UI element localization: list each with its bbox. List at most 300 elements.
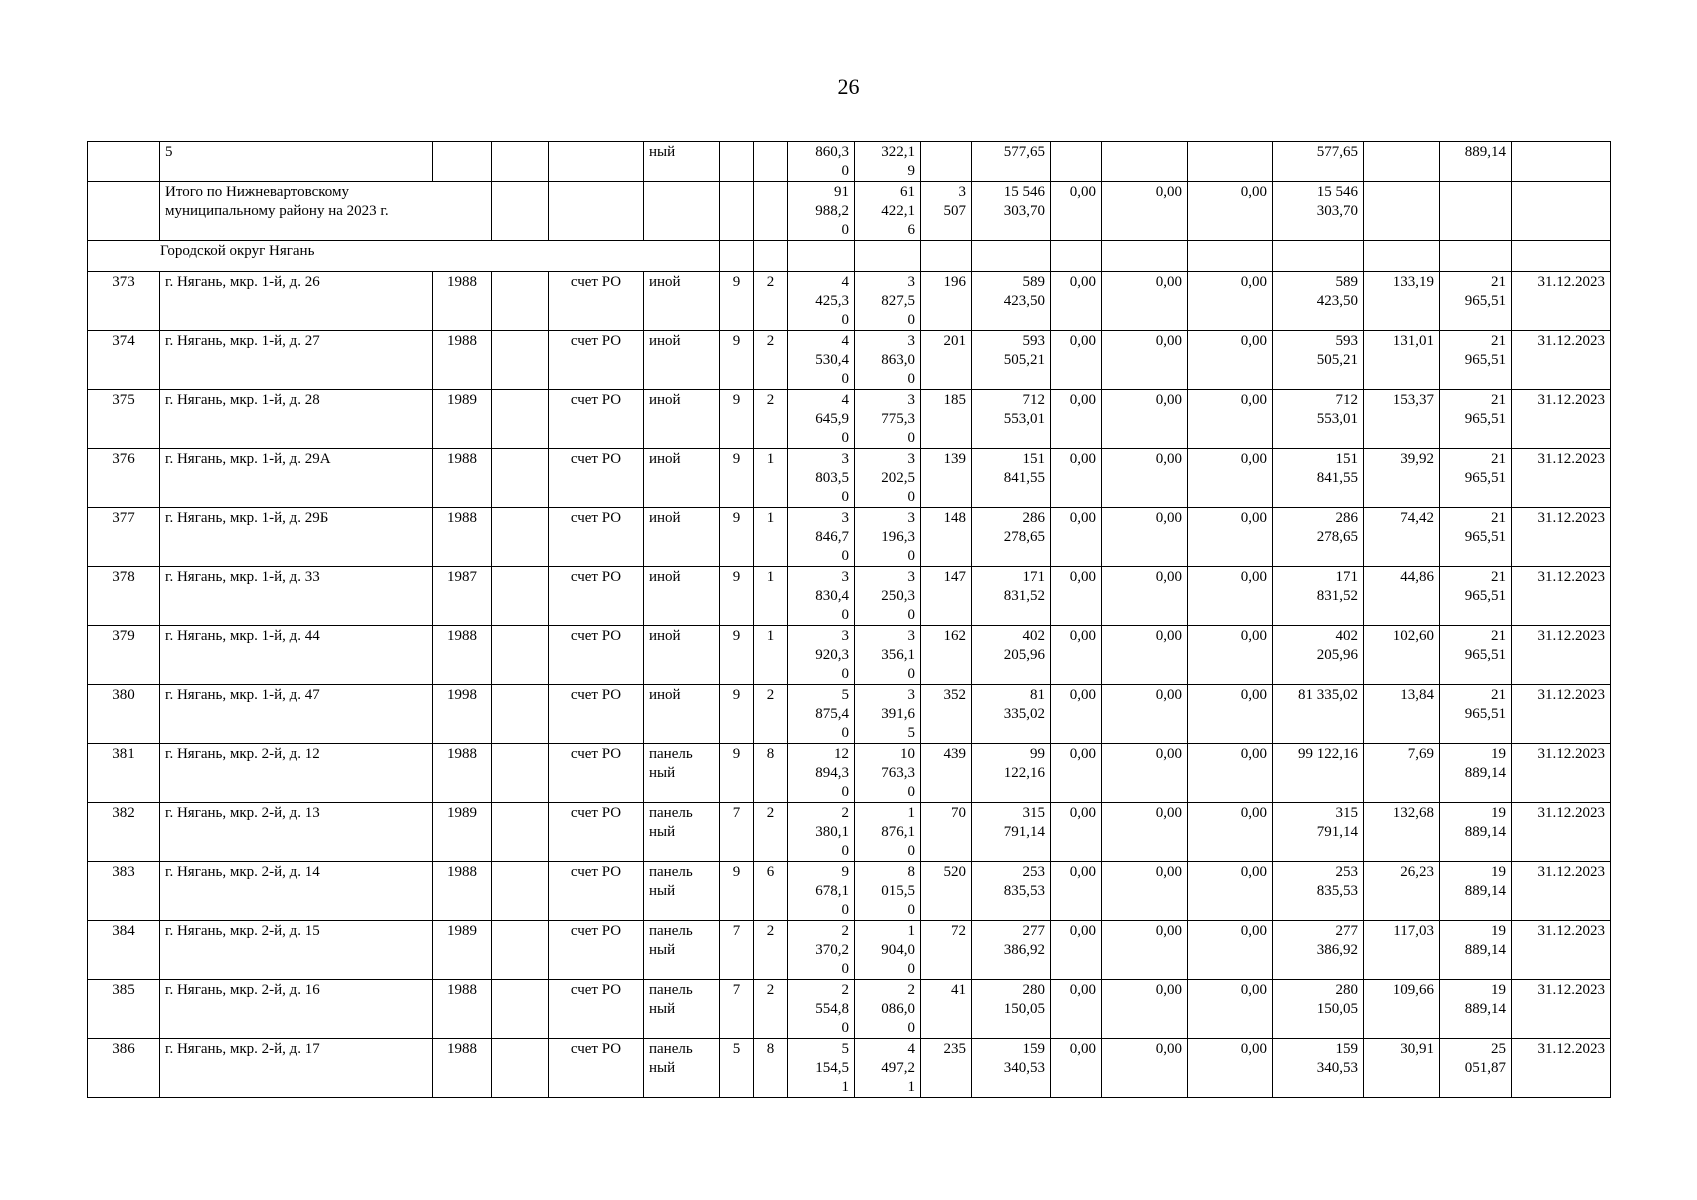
row-fund: счет РО (549, 567, 644, 626)
row-fund-3: 0,00 (1188, 331, 1273, 390)
row-fund: счет РО (549, 449, 644, 508)
row-total: 81 335,02 (1273, 685, 1364, 744)
row-year: 1998 (433, 685, 492, 744)
table-row (88, 508, 1611, 567)
row-total: 593 505,21 (1273, 331, 1364, 390)
row-fund-2: 0,00 (1102, 921, 1188, 980)
row-fund-3: 0,00 (1188, 980, 1273, 1039)
row-cost: 577,65 (972, 142, 1051, 182)
table-row (88, 921, 1611, 980)
row-total: 253 835,53 (1273, 862, 1364, 921)
row-entrances: 1 (754, 567, 788, 626)
row-address: г. Нягань, мкр. 2-й, д. 15 (160, 921, 433, 980)
row-empty (492, 803, 549, 862)
row-area-living: 3 356,1 0 (855, 626, 921, 685)
row-residents: 439 (921, 744, 972, 803)
row-limit: 21 965,51 (1440, 449, 1512, 508)
row-empty (492, 626, 549, 685)
row-year: 1988 (433, 744, 492, 803)
row-year: 1988 (433, 980, 492, 1039)
row-fund-3: 0,00 (1188, 272, 1273, 331)
row-date: 31.12.2023 (1512, 803, 1611, 862)
row-cost: 253 835,53 (972, 862, 1051, 921)
row-number: 375 (88, 390, 160, 449)
row-date: 31.12.2023 (1512, 331, 1611, 390)
row-area: 3 803,5 0 (788, 449, 855, 508)
row-unit-cost: 131,01 (1364, 331, 1440, 390)
row-fund-1: 0,00 (1051, 685, 1102, 744)
row-residents: 201 (921, 331, 972, 390)
row-fund-1: 0,00 (1051, 390, 1102, 449)
row-fund-2: 0,00 (1102, 272, 1188, 331)
row-empty (492, 331, 549, 390)
row-limit: 25 051,87 (1440, 1039, 1512, 1098)
row-number: 386 (88, 1039, 160, 1098)
row-entrances: 6 (754, 862, 788, 921)
row-year: 1988 (433, 331, 492, 390)
row-area-living: 10 763,3 0 (855, 744, 921, 803)
row-fund: счет РО (549, 980, 644, 1039)
row-limit: 19 889,14 (1440, 744, 1512, 803)
row-floors: 5 (720, 1039, 754, 1098)
row-fund: счет РО (549, 685, 644, 744)
row-fund-1: 0,00 (1051, 272, 1102, 331)
row-area-living: 1 876,1 0 (855, 803, 921, 862)
table-row (88, 142, 1611, 182)
row-material: иной (644, 331, 720, 390)
row-total: 712 553,01 (1273, 390, 1364, 449)
row-date: 31.12.2023 (1512, 390, 1611, 449)
row-area: 4 645,9 0 (788, 390, 855, 449)
row-unit-cost: 133,19 (1364, 272, 1440, 331)
table-row (88, 1039, 1611, 1098)
row-residents: 520 (921, 862, 972, 921)
row-cost: 99 122,16 (972, 744, 1051, 803)
row-unit-cost: 44,86 (1364, 567, 1440, 626)
row-limit: 21 965,51 (1440, 626, 1512, 685)
row-material: иной (644, 272, 720, 331)
row-limit: 889,14 (1440, 142, 1512, 182)
row-address: г. Нягань, мкр. 2-й, д. 14 (160, 862, 433, 921)
row-cost: 712 553,01 (972, 390, 1051, 449)
row-empty (492, 744, 549, 803)
row-floors: 7 (720, 980, 754, 1039)
row-address: г. Нягань, мкр. 2-й, д. 16 (160, 980, 433, 1039)
row-cost: 402 205,96 (972, 626, 1051, 685)
row-entrances: 2 (754, 272, 788, 331)
row-material: иной (644, 449, 720, 508)
page-number: 26 (837, 74, 860, 99)
row-total: 151 841,55 (1273, 449, 1364, 508)
row-empty (492, 272, 549, 331)
row-entrances: 2 (754, 685, 788, 744)
row-empty (492, 921, 549, 980)
section-row (88, 241, 1611, 272)
row-fund-2: 0,00 (1102, 744, 1188, 803)
row-entrances: 8 (754, 744, 788, 803)
row-floors: 9 (720, 449, 754, 508)
row-floors: 9 (720, 626, 754, 685)
row-unit-cost: 39,92 (1364, 449, 1440, 508)
row-fund: счет РО (549, 626, 644, 685)
row-area-living: 3 391,6 5 (855, 685, 921, 744)
row-fund-2: 0,00 (1102, 449, 1188, 508)
row-number: 378 (88, 567, 160, 626)
row-residents: 235 (921, 1039, 972, 1098)
row-fund-1: 0,00 (1051, 508, 1102, 567)
row-limit: 21 965,51 (1440, 272, 1512, 331)
subtotal-area: 91 988,2 0 (788, 182, 855, 241)
row-area: 2 380,1 0 (788, 803, 855, 862)
row-cost: 315 791,14 (972, 803, 1051, 862)
row-fund-2: 0,00 (1102, 390, 1188, 449)
row-fund-2: 0,00 (1102, 567, 1188, 626)
row-material: панель ный (644, 803, 720, 862)
row-area: 5 154,5 1 (788, 1039, 855, 1098)
row-fund-1: 0,00 (1051, 744, 1102, 803)
section-title: Городской округ Нягань (88, 241, 720, 272)
row-address: г. Нягань, мкр. 2-й, д. 12 (160, 744, 433, 803)
row-fund-2: 0,00 (1102, 1039, 1188, 1098)
row-cost: 171 831,52 (972, 567, 1051, 626)
row-floors: 9 (720, 685, 754, 744)
row-material: иной (644, 685, 720, 744)
row-limit: 21 965,51 (1440, 685, 1512, 744)
row-cost: 151 841,55 (972, 449, 1051, 508)
row-total: 286 278,65 (1273, 508, 1364, 567)
row-area: 4 530,4 0 (788, 331, 855, 390)
row-residents: 352 (921, 685, 972, 744)
subtotal-area-living: 61 422,1 6 (855, 182, 921, 241)
row-total: 280 150,05 (1273, 980, 1364, 1039)
row-date: 31.12.2023 (1512, 626, 1611, 685)
row-material: иной (644, 508, 720, 567)
row-number: 382 (88, 803, 160, 862)
row-fund: счет РО (549, 1039, 644, 1098)
row-entrances: 1 (754, 626, 788, 685)
row-date: 31.12.2023 (1512, 272, 1611, 331)
row-area: 12 894,3 0 (788, 744, 855, 803)
row-date: 31.12.2023 (1512, 567, 1611, 626)
row-fund: счет РО (549, 803, 644, 862)
row-year: 1988 (433, 626, 492, 685)
row-limit: 19 889,14 (1440, 921, 1512, 980)
row-total: 315 791,14 (1273, 803, 1364, 862)
row-limit: 19 889,14 (1440, 803, 1512, 862)
row-residents: 139 (921, 449, 972, 508)
table-row (88, 862, 1611, 921)
row-material: панель ный (644, 921, 720, 980)
row-area-living: 3 202,5 0 (855, 449, 921, 508)
subtotal-label: Итого по Нижневартовскому муниципальному району на 2023 г. (160, 182, 492, 241)
row-area: 2 554,8 0 (788, 980, 855, 1039)
row-area: 5 875,4 0 (788, 685, 855, 744)
row-entrances: 2 (754, 803, 788, 862)
row-fund-1: 0,00 (1051, 331, 1102, 390)
row-area-living: 3 863,0 0 (855, 331, 921, 390)
row-address: г. Нягань, мкр. 1-й, д. 26 (160, 272, 433, 331)
row-address: г. Нягань, мкр. 2-й, д. 13 (160, 803, 433, 862)
row-number: 379 (88, 626, 160, 685)
row-fund-1: 0,00 (1051, 626, 1102, 685)
row-entrances: 1 (754, 449, 788, 508)
row-fund-3: 0,00 (1188, 626, 1273, 685)
row-area: 3 830,4 0 (788, 567, 855, 626)
row-material: панель ный (644, 744, 720, 803)
row-floors: 9 (720, 508, 754, 567)
row-entrances: 2 (754, 921, 788, 980)
row-area-living: 3 827,5 0 (855, 272, 921, 331)
row-floors: 9 (720, 567, 754, 626)
row-area-living: 1 904,0 0 (855, 921, 921, 980)
row-area: 9 678,1 0 (788, 862, 855, 921)
row-fund-1: 0,00 (1051, 921, 1102, 980)
row-floors: 9 (720, 862, 754, 921)
row-number: 381 (88, 744, 160, 803)
table-row (88, 331, 1611, 390)
row-address: г. Нягань, мкр. 1-й, д. 44 (160, 626, 433, 685)
row-unit-cost: 30,91 (1364, 1039, 1440, 1098)
row-number: 380 (88, 685, 160, 744)
row-area: 3 920,3 0 (788, 626, 855, 685)
row-fund-1: 0,00 (1051, 449, 1102, 508)
row-number: 377 (88, 508, 160, 567)
row-address: г. Нягань, мкр. 1-й, д. 33 (160, 567, 433, 626)
row-floors: 9 (720, 272, 754, 331)
row-address: г. Нягань, мкр. 1-й, д. 28 (160, 390, 433, 449)
row-residents: 148 (921, 508, 972, 567)
row-number: 376 (88, 449, 160, 508)
row-unit-cost: 26,23 (1364, 862, 1440, 921)
row-area: 3 846,7 0 (788, 508, 855, 567)
row-unit-cost: 13,84 (1364, 685, 1440, 744)
row-fund-3: 0,00 (1188, 508, 1273, 567)
row-fund: счет РО (549, 744, 644, 803)
row-unit-cost: 7,69 (1364, 744, 1440, 803)
row-fund-3: 0,00 (1188, 803, 1273, 862)
row-area: 4 425,3 0 (788, 272, 855, 331)
row-fund-3: 0,00 (1188, 744, 1273, 803)
subtotal-cost: 15 546 303,70 (972, 182, 1051, 241)
row-fund-1: 0,00 (1051, 567, 1102, 626)
row-year: 1989 (433, 803, 492, 862)
row-floors: 9 (720, 331, 754, 390)
row-fund-1: 0,00 (1051, 862, 1102, 921)
row-residents: 162 (921, 626, 972, 685)
row-material: иной (644, 390, 720, 449)
row-fund-3: 0,00 (1188, 685, 1273, 744)
row-fund-3: 0,00 (1188, 390, 1273, 449)
row-total: 577,65 (1273, 142, 1364, 182)
row-total: 589 423,50 (1273, 272, 1364, 331)
table-row (88, 803, 1611, 862)
row-cost: 593 505,21 (972, 331, 1051, 390)
row-date: 31.12.2023 (1512, 685, 1611, 744)
row-date: 31.12.2023 (1512, 862, 1611, 921)
row-area-living: 4 497,2 1 (855, 1039, 921, 1098)
row-material: иной (644, 567, 720, 626)
row-fund-3: 0,00 (1188, 449, 1273, 508)
row-year: 1988 (433, 508, 492, 567)
subtotal-total: 15 546 303,70 (1273, 182, 1364, 241)
row-fund-1: 0,00 (1051, 803, 1102, 862)
row-area: 860,3 0 (788, 142, 855, 182)
row-address: г. Нягань, мкр. 1-й, д. 29Б (160, 508, 433, 567)
row-year: 1989 (433, 390, 492, 449)
row-cost: 280 150,05 (972, 980, 1051, 1039)
register-table (87, 141, 1611, 1098)
row-material: панель ный (644, 1039, 720, 1098)
row-name: 5 (160, 142, 433, 182)
table-row (88, 449, 1611, 508)
row-material: ный (644, 142, 720, 182)
row-residents: 147 (921, 567, 972, 626)
row-fund-2: 0,00 (1102, 980, 1188, 1039)
row-number: 373 (88, 272, 160, 331)
row-fund: счет РО (549, 331, 644, 390)
row-year: 1988 (433, 449, 492, 508)
row-unit-cost: 153,37 (1364, 390, 1440, 449)
subtotal-fund-3: 0,00 (1188, 182, 1273, 241)
row-fund-3: 0,00 (1188, 1039, 1273, 1098)
row-residents: 196 (921, 272, 972, 331)
table-row (88, 980, 1611, 1039)
row-unit-cost: 117,03 (1364, 921, 1440, 980)
row-date: 31.12.2023 (1512, 1039, 1611, 1098)
row-total: 159 340,53 (1273, 1039, 1364, 1098)
row-fund-2: 0,00 (1102, 508, 1188, 567)
row-fund: счет РО (549, 390, 644, 449)
row-address: г. Нягань, мкр. 1-й, д. 29А (160, 449, 433, 508)
row-material: иной (644, 626, 720, 685)
row-empty (492, 567, 549, 626)
table-row (88, 390, 1611, 449)
row-address: г. Нягань, мкр. 1-й, д. 47 (160, 685, 433, 744)
row-cost: 277 386,92 (972, 921, 1051, 980)
row-total: 171 831,52 (1273, 567, 1364, 626)
row-area-living: 3 250,3 0 (855, 567, 921, 626)
row-limit: 19 889,14 (1440, 862, 1512, 921)
row-limit: 21 965,51 (1440, 390, 1512, 449)
row-empty (492, 862, 549, 921)
row-year: 1988 (433, 1039, 492, 1098)
row-year: 1987 (433, 567, 492, 626)
row-area-living: 3 775,3 0 (855, 390, 921, 449)
row-date: 31.12.2023 (1512, 744, 1611, 803)
row-fund-2: 0,00 (1102, 803, 1188, 862)
subtotal-fund-1: 0,00 (1051, 182, 1102, 241)
row-limit: 21 965,51 (1440, 567, 1512, 626)
row-floors: 7 (720, 803, 754, 862)
subtotal-fund-2: 0,00 (1102, 182, 1188, 241)
row-cost: 159 340,53 (972, 1039, 1051, 1098)
row-fund-2: 0,00 (1102, 331, 1188, 390)
row-entrances: 2 (754, 980, 788, 1039)
row-date: 31.12.2023 (1512, 449, 1611, 508)
row-year: 1989 (433, 921, 492, 980)
row-residents: 185 (921, 390, 972, 449)
row-fund-3: 0,00 (1188, 862, 1273, 921)
row-fund-2: 0,00 (1102, 626, 1188, 685)
row-area-living: 3 196,3 0 (855, 508, 921, 567)
row-total: 99 122,16 (1273, 744, 1364, 803)
row-residents: 41 (921, 980, 972, 1039)
row-fund-1: 0,00 (1051, 1039, 1102, 1098)
row-number: 374 (88, 331, 160, 390)
row-floors: 9 (720, 390, 754, 449)
row-material: панель ный (644, 980, 720, 1039)
row-entrances: 8 (754, 1039, 788, 1098)
row-unit-cost: 109,66 (1364, 980, 1440, 1039)
table-row (88, 567, 1611, 626)
table-row (88, 744, 1611, 803)
row-address: г. Нягань, мкр. 2-й, д. 17 (160, 1039, 433, 1098)
row-year: 1988 (433, 862, 492, 921)
row-fund: счет РО (549, 508, 644, 567)
row-number: 384 (88, 921, 160, 980)
row-year: 1988 (433, 272, 492, 331)
row-cost: 81 335,02 (972, 685, 1051, 744)
row-floors: 7 (720, 921, 754, 980)
row-fund-2: 0,00 (1102, 685, 1188, 744)
row-area: 2 370,2 0 (788, 921, 855, 980)
table-row (88, 685, 1611, 744)
row-date: 31.12.2023 (1512, 921, 1611, 980)
row-fund-1: 0,00 (1051, 980, 1102, 1039)
row-entrances: 2 (754, 331, 788, 390)
row-unit-cost: 74,42 (1364, 508, 1440, 567)
row-area-living: 8 015,5 0 (855, 862, 921, 921)
row-empty (492, 390, 549, 449)
row-date: 31.12.2023 (1512, 508, 1611, 567)
row-empty (492, 980, 549, 1039)
row-material: панель ный (644, 862, 720, 921)
row-entrances: 2 (754, 390, 788, 449)
row-cost: 286 278,65 (972, 508, 1051, 567)
row-number: 385 (88, 980, 160, 1039)
row-residents: 72 (921, 921, 972, 980)
row-unit-cost: 102,60 (1364, 626, 1440, 685)
row-limit: 21 965,51 (1440, 508, 1512, 567)
row-limit: 21 965,51 (1440, 331, 1512, 390)
row-limit: 19 889,14 (1440, 980, 1512, 1039)
row-entrances: 1 (754, 508, 788, 567)
row-empty (492, 685, 549, 744)
row-residents: 70 (921, 803, 972, 862)
row-unit-cost: 132,68 (1364, 803, 1440, 862)
row-floors: 9 (720, 744, 754, 803)
row-empty (492, 449, 549, 508)
table-row (88, 626, 1611, 685)
row-cost: 589 423,50 (972, 272, 1051, 331)
row-area-living: 322,1 9 (855, 142, 921, 182)
row-total: 402 205,96 (1273, 626, 1364, 685)
row-area-living: 2 086,0 0 (855, 980, 921, 1039)
table-row-subtotal (88, 182, 1611, 241)
row-fund: счет РО (549, 862, 644, 921)
row-fund-3: 0,00 (1188, 921, 1273, 980)
table-row (88, 272, 1611, 331)
subtotal-residents: 3 507 (921, 182, 972, 241)
row-fund-3: 0,00 (1188, 567, 1273, 626)
row-empty (492, 508, 549, 567)
row-number: 383 (88, 862, 160, 921)
row-fund: счет РО (549, 921, 644, 980)
row-fund-2: 0,00 (1102, 862, 1188, 921)
row-empty (492, 1039, 549, 1098)
row-total: 277 386,92 (1273, 921, 1364, 980)
row-address: г. Нягань, мкр. 1-й, д. 27 (160, 331, 433, 390)
